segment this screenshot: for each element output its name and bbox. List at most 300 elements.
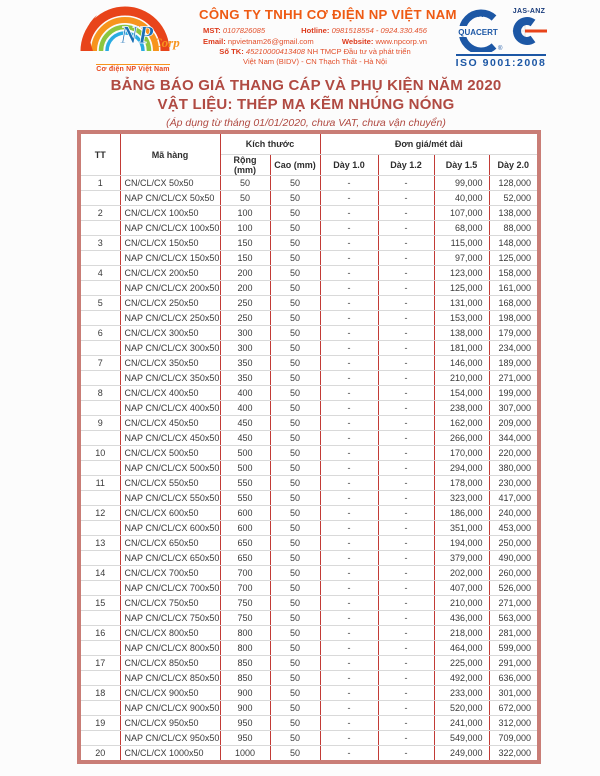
cell-rong: 700 — [220, 581, 270, 596]
cell-tt: 11 — [79, 476, 120, 491]
cell-day-1-0: - — [320, 746, 378, 763]
cell-day-1-2: - — [378, 356, 434, 371]
cell-day-1-5: 351,000 — [434, 521, 489, 536]
cell-tt — [79, 701, 120, 716]
cell-day-1-0: - — [320, 386, 378, 401]
cell-tt: 15 — [79, 596, 120, 611]
cell-day-2-0: 240,000 — [489, 506, 539, 521]
cell-rong: 850 — [220, 656, 270, 671]
cell-day-1-2: - — [378, 746, 434, 763]
cell-day-1-5: 249,000 — [434, 746, 489, 763]
cell-day-1-5: 294,000 — [434, 461, 489, 476]
cell-ma-hang: CN/CL/CX 50x50 — [120, 176, 220, 191]
cell-day-1-5: 241,000 — [434, 716, 489, 731]
cell-rong: 1000 — [220, 746, 270, 763]
cell-day-2-0: 271,000 — [489, 596, 539, 611]
cell-tt — [79, 311, 120, 326]
cell-day-1-5: 549,000 — [434, 731, 489, 746]
cell-rong: 300 — [220, 326, 270, 341]
cell-cao: 50 — [270, 251, 320, 266]
col-header-tt: TT — [79, 132, 120, 176]
table-row — [79, 386, 539, 401]
cell-tt: 4 — [79, 266, 120, 281]
cell-day-1-2: - — [378, 446, 434, 461]
cell-ma-hang: NAP CN/CL/CX 400x50 — [120, 401, 220, 416]
cell-ma-hang: CN/CL/CX 700x50 — [120, 566, 220, 581]
cell-day-1-0: - — [320, 536, 378, 551]
cell-day-1-0: - — [320, 416, 378, 431]
cell-day-1-2: - — [378, 461, 434, 476]
cell-day-2-0: 250,000 — [489, 536, 539, 551]
cell-tt: 6 — [79, 326, 120, 341]
cell-day-1-5: 379,000 — [434, 551, 489, 566]
cell-day-1-0: - — [320, 176, 378, 191]
cell-day-1-5: 210,000 — [434, 371, 489, 386]
cell-tt: 9 — [79, 416, 120, 431]
cell-tt — [79, 731, 120, 746]
cell-ma-hang: NAP CN/CL/CX 750x50 — [120, 611, 220, 626]
cell-day-2-0: 453,000 — [489, 521, 539, 536]
cell-ma-hang: NAP CN/CL/CX 250x50 — [120, 311, 220, 326]
table-row — [79, 176, 539, 191]
cell-day-1-2: - — [378, 176, 434, 191]
info-row-1 — [199, 26, 431, 37]
table-row — [79, 671, 539, 686]
cell-cao: 50 — [270, 341, 320, 356]
cell-day-1-0: - — [320, 461, 378, 476]
cell-rong: 550 — [220, 491, 270, 506]
cell-day-1-0: - — [320, 206, 378, 221]
cell-ma-hang: CN/CL/CX 150x50 — [120, 236, 220, 251]
cell-day-1-0: - — [320, 476, 378, 491]
cell-day-2-0: 312,000 — [489, 716, 539, 731]
cell-day-1-5: 123,000 — [434, 266, 489, 281]
cell-day-2-0: 168,000 — [489, 296, 539, 311]
col-header-day-1-0: Dày 1.0 — [320, 155, 378, 176]
cell-cao: 50 — [270, 551, 320, 566]
cell-day-1-5: 115,000 — [434, 236, 489, 251]
cell-cao: 50 — [270, 581, 320, 596]
cell-day-1-2: - — [378, 266, 434, 281]
company-name: CÔNG TY TNHH CƠ ĐIỆN NP VIỆT NAM — [199, 7, 457, 22]
cell-day-1-5: 238,000 — [434, 401, 489, 416]
cell-rong: 100 — [220, 206, 270, 221]
bank-account-line2: Việt Nam (BIDV) - CN Thạch Thất - Hà Nội — [243, 56, 387, 66]
cell-cao: 50 — [270, 686, 320, 701]
cell-ma-hang: NAP CN/CL/CX 550x50 — [120, 491, 220, 506]
cell-cao: 50 — [270, 521, 320, 536]
cell-day-2-0: 138,000 — [489, 206, 539, 221]
bank-account-line1: Số TK: 45210000413408 NH TMCP Đầu tư và phát triển — [219, 47, 411, 56]
cell-cao: 50 — [270, 266, 320, 281]
cell-day-1-2: - — [378, 626, 434, 641]
cell-ma-hang: CN/CL/CX 1000x50 — [120, 746, 220, 763]
cell-day-1-5: 181,000 — [434, 341, 489, 356]
info-row-2 — [199, 37, 431, 48]
cell-ma-hang: CN/CL/CX 950x50 — [120, 716, 220, 731]
cell-ma-hang: NAP CN/CL/CX 450x50 — [120, 431, 220, 446]
cell-rong: 600 — [220, 521, 270, 536]
cell-day-2-0: 490,000 — [489, 551, 539, 566]
cell-tt: 14 — [79, 566, 120, 581]
letterhead — [73, 5, 565, 76]
cell-day-1-2: - — [378, 251, 434, 266]
cell-day-1-5: 194,000 — [434, 536, 489, 551]
cell-day-1-2: - — [378, 731, 434, 746]
cell-day-1-2: - — [378, 491, 434, 506]
cell-rong: 150 — [220, 251, 270, 266]
cell-day-1-0: - — [320, 671, 378, 686]
cell-ma-hang: CN/CL/CX 550x50 — [120, 476, 220, 491]
mst: MST: 0107826085 — [203, 26, 266, 35]
cell-day-1-5: 131,000 — [434, 296, 489, 311]
cell-day-1-0: - — [320, 356, 378, 371]
table-row — [79, 431, 539, 446]
cell-cao: 50 — [270, 596, 320, 611]
cell-day-2-0: 179,000 — [489, 326, 539, 341]
table-row — [79, 296, 539, 311]
cell-rong: 900 — [220, 686, 270, 701]
price-table — [77, 130, 541, 764]
cell-ma-hang: NAP CN/CL/CX 500x50 — [120, 461, 220, 476]
cell-day-1-2: - — [378, 341, 434, 356]
cell-ma-hang: CN/CL/CX 500x50 — [120, 446, 220, 461]
cell-day-1-5: 154,000 — [434, 386, 489, 401]
table-row — [79, 626, 539, 641]
cell-cao: 50 — [270, 626, 320, 641]
cell-ma-hang: CN/CL/CX 900x50 — [120, 686, 220, 701]
cell-ma-hang: NAP CN/CL/CX 700x50 — [120, 581, 220, 596]
cell-day-1-2: - — [378, 416, 434, 431]
cell-day-2-0: 161,000 — [489, 281, 539, 296]
jas-anz-icon — [510, 16, 548, 46]
table-row — [79, 536, 539, 551]
table-row — [79, 311, 539, 326]
cell-day-1-0: - — [320, 401, 378, 416]
cell-cao: 50 — [270, 386, 320, 401]
cell-day-1-0: - — [320, 266, 378, 281]
cell-day-1-5: 162,000 — [434, 416, 489, 431]
cell-day-1-0: - — [320, 491, 378, 506]
cell-day-2-0: 220,000 — [489, 446, 539, 461]
cell-day-2-0: 52,000 — [489, 191, 539, 206]
cell-tt — [79, 221, 120, 236]
cell-cao: 50 — [270, 611, 320, 626]
cell-day-1-0: - — [320, 686, 378, 701]
cell-cao: 50 — [270, 461, 320, 476]
cell-cao: 50 — [270, 746, 320, 763]
cell-rong: 150 — [220, 236, 270, 251]
table-row — [79, 611, 539, 626]
cell-day-1-0: - — [320, 311, 378, 326]
title-note: (Áp dụng từ tháng 01/01/2020, chưa VAT, chưa vận chuyển) — [166, 117, 446, 129]
table-row — [79, 701, 539, 716]
cell-cao: 50 — [270, 446, 320, 461]
cell-rong: 50 — [220, 191, 270, 206]
cell-ma-hang: NAP CN/CL/CX 300x50 — [120, 341, 220, 356]
cell-day-1-5: 186,000 — [434, 506, 489, 521]
cell-day-1-2: - — [378, 596, 434, 611]
cell-day-2-0: 125,000 — [489, 251, 539, 266]
table-row — [79, 686, 539, 701]
cell-day-1-2: - — [378, 206, 434, 221]
cell-day-1-5: 323,000 — [434, 491, 489, 506]
table-row — [79, 341, 539, 356]
cell-day-1-2: - — [378, 236, 434, 251]
cell-day-1-0: - — [320, 221, 378, 236]
np-corp-rainbow-icon — [73, 5, 193, 53]
cell-cao: 50 — [270, 326, 320, 341]
cell-day-1-5: 407,000 — [434, 581, 489, 596]
cell-rong: 950 — [220, 731, 270, 746]
cell-day-1-0: - — [320, 191, 378, 206]
cell-day-2-0: 198,000 — [489, 311, 539, 326]
cell-cao: 50 — [270, 176, 320, 191]
cell-day-1-5: 492,000 — [434, 671, 489, 686]
cell-day-2-0: 307,000 — [489, 401, 539, 416]
cell-cao: 50 — [270, 206, 320, 221]
cell-ma-hang: CN/CL/CX 200x50 — [120, 266, 220, 281]
cell-day-1-5: 520,000 — [434, 701, 489, 716]
cell-cao: 50 — [270, 281, 320, 296]
cell-day-1-0: - — [320, 701, 378, 716]
cell-day-2-0: 322,000 — [489, 746, 539, 763]
col-header-day-2-0: Dày 2.0 — [489, 155, 539, 176]
cell-day-1-2: - — [378, 191, 434, 206]
cell-rong: 300 — [220, 341, 270, 356]
cell-tt: 3 — [79, 236, 120, 251]
cell-day-2-0: 199,000 — [489, 386, 539, 401]
cell-ma-hang: NAP CN/CL/CX 900x50 — [120, 701, 220, 716]
cell-day-1-2: - — [378, 611, 434, 626]
cell-day-1-5: 202,000 — [434, 566, 489, 581]
cell-cao: 50 — [270, 371, 320, 386]
table-row — [79, 446, 539, 461]
cell-day-2-0: 260,000 — [489, 566, 539, 581]
table-row — [79, 191, 539, 206]
cell-day-1-0: - — [320, 596, 378, 611]
cell-day-1-0: - — [320, 731, 378, 746]
col-header-ma-hang: Mã hàng — [120, 132, 220, 176]
cell-day-2-0: 599,000 — [489, 641, 539, 656]
cell-tt — [79, 551, 120, 566]
cell-day-2-0: 230,000 — [489, 476, 539, 491]
table-row — [79, 476, 539, 491]
table-row — [79, 596, 539, 611]
table-row — [79, 656, 539, 671]
cell-cao: 50 — [270, 221, 320, 236]
cell-ma-hang: CN/CL/CX 300x50 — [120, 326, 220, 341]
table-row — [79, 401, 539, 416]
cell-day-1-0: - — [320, 326, 378, 341]
cell-tt: 18 — [79, 686, 120, 701]
cell-rong: 750 — [220, 596, 270, 611]
cell-tt — [79, 611, 120, 626]
cell-ma-hang: NAP CN/CL/CX 50x50 — [120, 191, 220, 206]
cell-day-2-0: 281,000 — [489, 626, 539, 641]
cell-tt — [79, 671, 120, 686]
cell-ma-hang: NAP CN/CL/CX 950x50 — [120, 731, 220, 746]
cell-ma-hang: NAP CN/CL/CX 850x50 — [120, 671, 220, 686]
cell-day-1-2: - — [378, 716, 434, 731]
cell-day-1-0: - — [320, 281, 378, 296]
cell-day-2-0: 526,000 — [489, 581, 539, 596]
price-table-body — [79, 176, 539, 763]
cell-rong: 550 — [220, 476, 270, 491]
cell-cao: 50 — [270, 641, 320, 656]
cell-day-1-0: - — [320, 506, 378, 521]
table-row — [79, 641, 539, 656]
table-row — [79, 746, 539, 763]
price-table-header — [79, 132, 539, 176]
cell-tt — [79, 641, 120, 656]
cell-ma-hang: NAP CN/CL/CX 150x50 — [120, 251, 220, 266]
title-line-1: BẢNG BÁO GIÁ THANG CÁP VÀ PHỤ KIỆN NĂM 2020 — [110, 77, 502, 94]
cell-ma-hang: CN/CL/CX 800x50 — [120, 626, 220, 641]
table-row — [79, 326, 539, 341]
cell-day-1-5: 107,000 — [434, 206, 489, 221]
cell-day-2-0: 234,000 — [489, 341, 539, 356]
cell-day-1-5: 170,000 — [434, 446, 489, 461]
cell-day-1-5: 97,000 — [434, 251, 489, 266]
cell-day-2-0: 636,000 — [489, 671, 539, 686]
cell-day-2-0: 291,000 — [489, 656, 539, 671]
table-row — [79, 731, 539, 746]
cell-tt — [79, 251, 120, 266]
cell-rong: 450 — [220, 416, 270, 431]
iso-9001-label: ISO 9001:2008 — [456, 54, 547, 69]
col-header-rong: Rộng (mm) — [220, 155, 270, 176]
table-row — [79, 266, 539, 281]
cell-day-2-0: 189,000 — [489, 356, 539, 371]
cell-tt — [79, 191, 120, 206]
cell-tt: 13 — [79, 536, 120, 551]
cell-day-1-5: 225,000 — [434, 656, 489, 671]
cell-tt — [79, 521, 120, 536]
cell-ma-hang: NAP CN/CL/CX 650x50 — [120, 551, 220, 566]
table-row — [79, 356, 539, 371]
cell-day-1-5: 436,000 — [434, 611, 489, 626]
cell-day-1-5: 210,000 — [434, 596, 489, 611]
cell-day-1-2: - — [378, 296, 434, 311]
cell-day-1-2: - — [378, 686, 434, 701]
cell-day-2-0: 563,000 — [489, 611, 539, 626]
cell-ma-hang: CN/CL/CX 250x50 — [120, 296, 220, 311]
cell-ma-hang: CN/CL/CX 850x50 — [120, 656, 220, 671]
table-row — [79, 236, 539, 251]
cell-tt: 19 — [79, 716, 120, 731]
cell-day-1-2: - — [378, 521, 434, 536]
cell-ma-hang: CN/CL/CX 400x50 — [120, 386, 220, 401]
cell-day-1-5: 153,000 — [434, 311, 489, 326]
cell-tt: 16 — [79, 626, 120, 641]
cell-cao: 50 — [270, 476, 320, 491]
table-row — [79, 251, 539, 266]
cell-day-2-0: 128,000 — [489, 176, 539, 191]
cell-ma-hang: CN/CL/CX 650x50 — [120, 536, 220, 551]
cell-rong: 350 — [220, 371, 270, 386]
cell-tt — [79, 401, 120, 416]
cell-ma-hang: NAP CN/CL/CX 600x50 — [120, 521, 220, 536]
quacert-icon — [454, 8, 506, 52]
cell-cao: 50 — [270, 431, 320, 446]
cell-ma-hang: CN/CL/CX 450x50 — [120, 416, 220, 431]
cell-cao: 50 — [270, 491, 320, 506]
cell-day-1-0: - — [320, 551, 378, 566]
cell-rong: 650 — [220, 551, 270, 566]
col-header-day-1-5: Dày 1.5 — [434, 155, 489, 176]
cell-tt — [79, 491, 120, 506]
cell-rong: 950 — [220, 716, 270, 731]
cell-tt — [79, 431, 120, 446]
table-row — [79, 551, 539, 566]
cell-rong: 650 — [220, 536, 270, 551]
cell-cao: 50 — [270, 566, 320, 581]
cell-tt: 20 — [79, 746, 120, 763]
cell-day-1-0: - — [320, 626, 378, 641]
cell-day-1-5: 464,000 — [434, 641, 489, 656]
cell-day-1-0: - — [320, 521, 378, 536]
cell-ma-hang: CN/CL/CX 100x50 — [120, 206, 220, 221]
cell-day-1-5: 138,000 — [434, 326, 489, 341]
cell-rong: 450 — [220, 431, 270, 446]
cell-cao: 50 — [270, 716, 320, 731]
table-row — [79, 581, 539, 596]
cell-day-1-2: - — [378, 566, 434, 581]
cell-day-2-0: 88,000 — [489, 221, 539, 236]
cell-tt: 10 — [79, 446, 120, 461]
cell-day-1-2: - — [378, 476, 434, 491]
cell-day-1-0: - — [320, 641, 378, 656]
cell-day-1-5: 125,000 — [434, 281, 489, 296]
cell-day-1-5: 40,000 — [434, 191, 489, 206]
cell-rong: 50 — [220, 176, 270, 191]
cell-cao: 50 — [270, 401, 320, 416]
cell-day-2-0: 709,000 — [489, 731, 539, 746]
cell-rong: 850 — [220, 671, 270, 686]
cell-ma-hang: NAP CN/CL/CX 100x50 — [120, 221, 220, 236]
cell-day-1-0: - — [320, 446, 378, 461]
cell-day-1-0: - — [320, 431, 378, 446]
cell-day-1-0: - — [320, 341, 378, 356]
table-row — [79, 461, 539, 476]
cell-tt — [79, 581, 120, 596]
cell-rong: 400 — [220, 401, 270, 416]
cell-tt — [79, 371, 120, 386]
cell-cao: 50 — [270, 506, 320, 521]
cell-day-1-0: - — [320, 581, 378, 596]
cell-day-1-2: - — [378, 506, 434, 521]
cell-cao: 50 — [270, 656, 320, 671]
cell-tt: 5 — [79, 296, 120, 311]
cell-day-2-0: 672,000 — [489, 701, 539, 716]
svg-text:®: ® — [498, 46, 503, 52]
cell-rong: 250 — [220, 311, 270, 326]
table-row — [79, 371, 539, 386]
cell-cao: 50 — [270, 236, 320, 251]
cell-ma-hang: CN/CL/CX 750x50 — [120, 596, 220, 611]
cell-day-2-0: 344,000 — [489, 431, 539, 446]
certification-marks — [437, 5, 565, 71]
cell-rong: 750 — [220, 611, 270, 626]
cell-rong: 200 — [220, 266, 270, 281]
cell-day-1-0: - — [320, 371, 378, 386]
cell-cao: 50 — [270, 191, 320, 206]
cell-day-1-2: - — [378, 536, 434, 551]
cell-day-2-0: 380,000 — [489, 461, 539, 476]
cell-day-1-2: - — [378, 401, 434, 416]
website: Website: www.npcorp.vn — [341, 36, 427, 46]
